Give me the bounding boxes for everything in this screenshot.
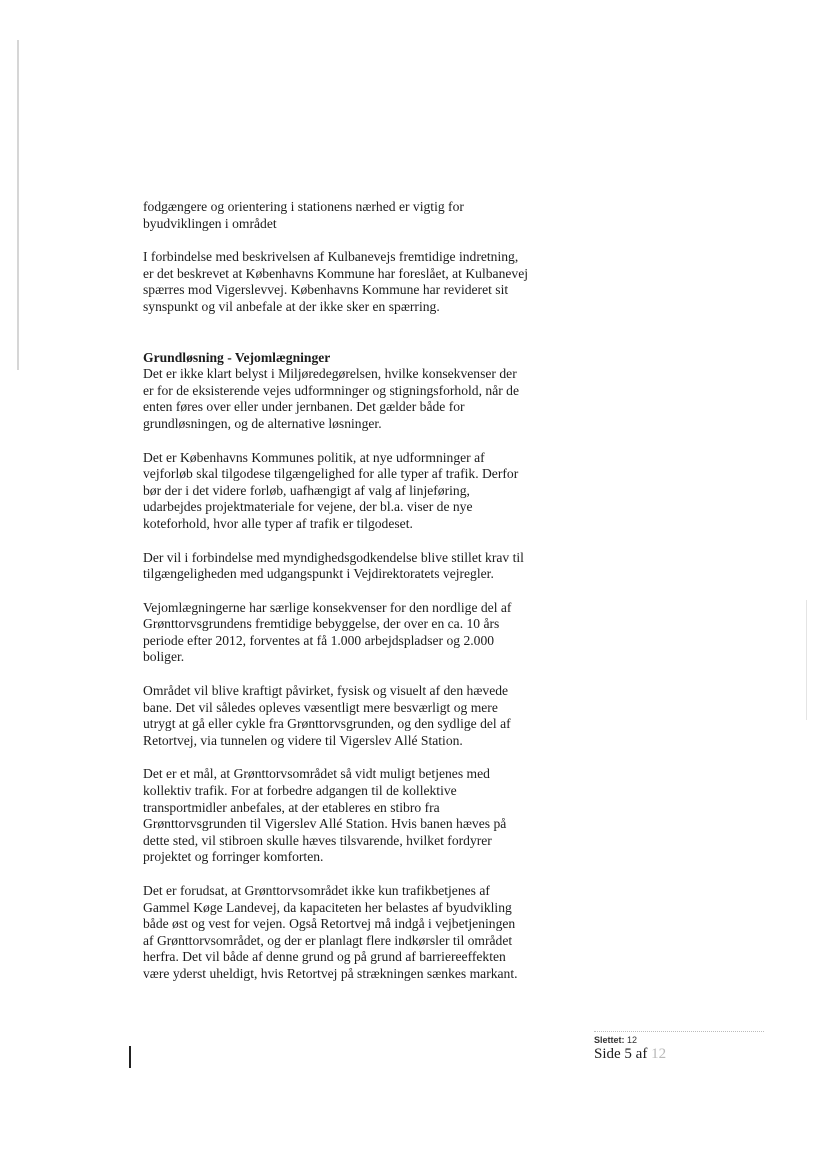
deleted-label: Slettet: — [594, 1035, 625, 1045]
scan-artifact-right — [806, 600, 807, 720]
paragraph-intro-2: I forbindelse med beskrivelsen af Kulbanevejs fremtidige indretning, er det beskrevet at Københavns Kommune har foreslået, at Kulbanevej spærres mod Vigerslevvej. Københavns Kommune har revideret sit synspunkt og vil anbefale at der ikke sker en spærring. — [143, 249, 529, 314]
section-paragraph-6: Det er et mål, at Grønttorvsområdet så vidt muligt betjenes med kollektiv trafik. For at forbedre adgangen til de kollektive transportmidler anbefales, at der etableres en stibro fra Grønttorvsgrunden til Vigerslev Allé Station. Hvis banen hæves på dette sted, vil stibroen skulle hæves tilsvarende, hvilket fordyrer projektet og forringer komforten. — [143, 766, 507, 865]
page-number-prefix: Side 5 af — [594, 1046, 648, 1062]
section-heading: Grundløsning - Vejomlægninger — [143, 349, 331, 365]
paragraph-intro-1: fodgængere og orientering i stationens nærhed er vigtig for byudviklingen i området — [143, 199, 464, 231]
deleted-comment — [594, 1031, 764, 1045]
change-bar — [129, 1046, 131, 1068]
section-paragraph-2: Det er Københavns Kommunes politik, at nye udformninger af vejforløb skal tilgodese tilgængelighed for alle typer af trafik. Derfor bør der i det videre forløb, uafhængigt af valg af linjeføring, udarbejdes projektmateriale for vejene, der bl.a. viser de nye koteforhold, hvor alle typer af trafik er tilgodeset. — [143, 449, 519, 531]
scan-artifact-left — [17, 40, 19, 370]
section-paragraph-1: Det er ikke klart belyst i Miljøredegørelsen, hvilke konsekvenser der er for de eksisterende vejes udformninger og stigningsforhold, når de enten føres over eller under jernbanen. Det gælder både for grundløsningen, og de alternative løsninger. — [143, 366, 519, 431]
document-body — [143, 199, 573, 983]
section-paragraph-4: Vejomlægningerne har særlige konsekvenser for den nordlige del af Grønttorvsgrundens fremtidige bebyggelse, der over en ca. 10 års periode efter 2012, forventes at få 1.000 arbejdspladser og 2.000 boliger. — [143, 599, 512, 665]
section-paragraph-7: Det er forudsat, at Grønttorvsområdet ikke kun trafikbetjenes af Gammel Køge Landevej, da kapaciteten her belastes af byudvikling både øst og vest for vejen. Også Retortvej må indgå i vejbetjeningen af Grønttorvsområdet, og der er planlagt flere indkørsler til området herfra. Det vil både af denne grund og på grund af barriereeffekten være yderst uheldigt, hvis Retortvej på strækningen sænkes markant. — [143, 883, 518, 981]
page-number — [594, 1046, 774, 1063]
section-paragraph-3: Der vil i forbindelse med myndighedsgodkendelse blive stillet krav til tilgængeligheden med udgangspunkt i Vejdirektoratets vejregler. — [143, 549, 524, 582]
section-paragraph-5: Området vil blive kraftigt påvirket, fysisk og visuelt af den hævede bane. Det vil således opleves væsentligt mere besværligt og mere utrygt at gå eller cykle fra Grønttorvsgrunden, og den sydlige del af Retortvej, via tunnelen og videre til Vigerslev Allé Station. — [143, 683, 511, 748]
deleted-value: 12 — [627, 1035, 638, 1045]
page-footer — [594, 1031, 774, 1063]
page-number-total: 12 — [651, 1046, 667, 1062]
